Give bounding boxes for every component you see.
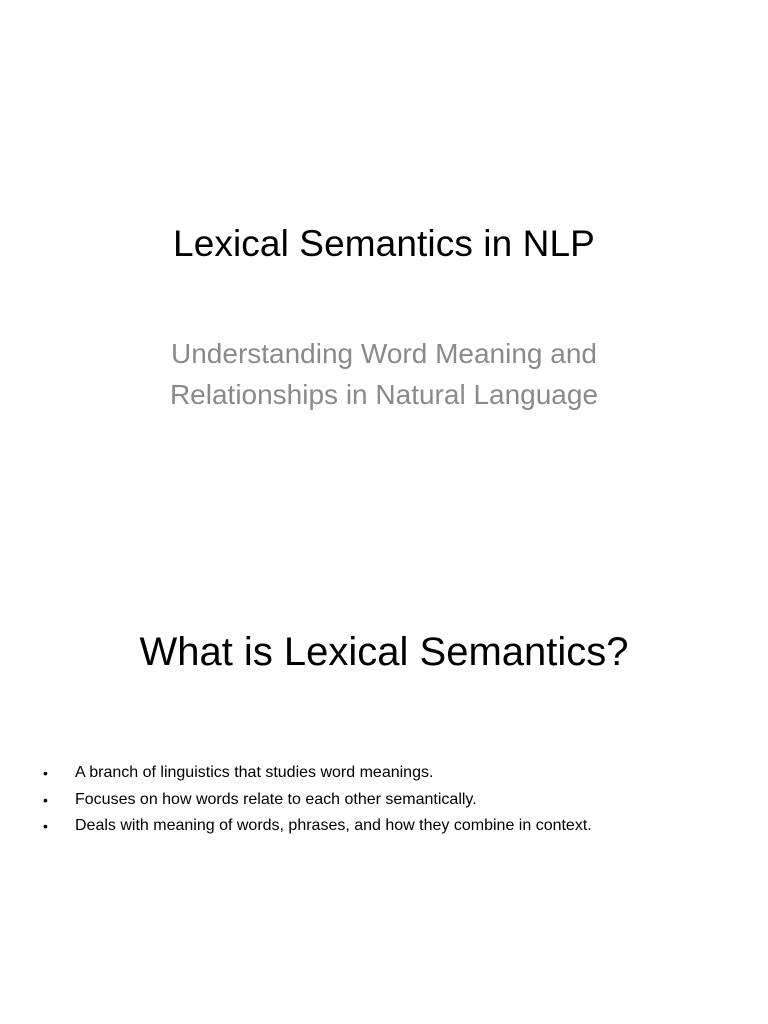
slide-title: What is Lexical Semantics? — [139, 630, 629, 674]
bullet-item — [42, 787, 742, 814]
bullet-icon: • — [43, 765, 48, 781]
bullet-list — [42, 760, 742, 840]
bullet-icon: • — [43, 818, 48, 834]
subtitle-line: Relationships in Natural Language — [169, 379, 599, 410]
bullet-text: Focuses on how words relate to each other semantically. — [75, 790, 477, 808]
content-slide — [0, 512, 768, 1024]
bullet-text: Deals with meaning of words, phrases, and how they combine in context. — [75, 817, 592, 834]
bullet-item — [42, 813, 742, 840]
slide-title: Lexical Semantics in NLP — [173, 223, 595, 264]
bullet-icon: • — [43, 791, 48, 808]
slide-subtitle — [0, 333, 768, 415]
bullet-text: A branch of linguistics that studies word meanings. — [75, 764, 434, 781]
bullet-item — [42, 760, 742, 787]
subtitle-line: Understanding Word Meaning and — [171, 338, 597, 369]
